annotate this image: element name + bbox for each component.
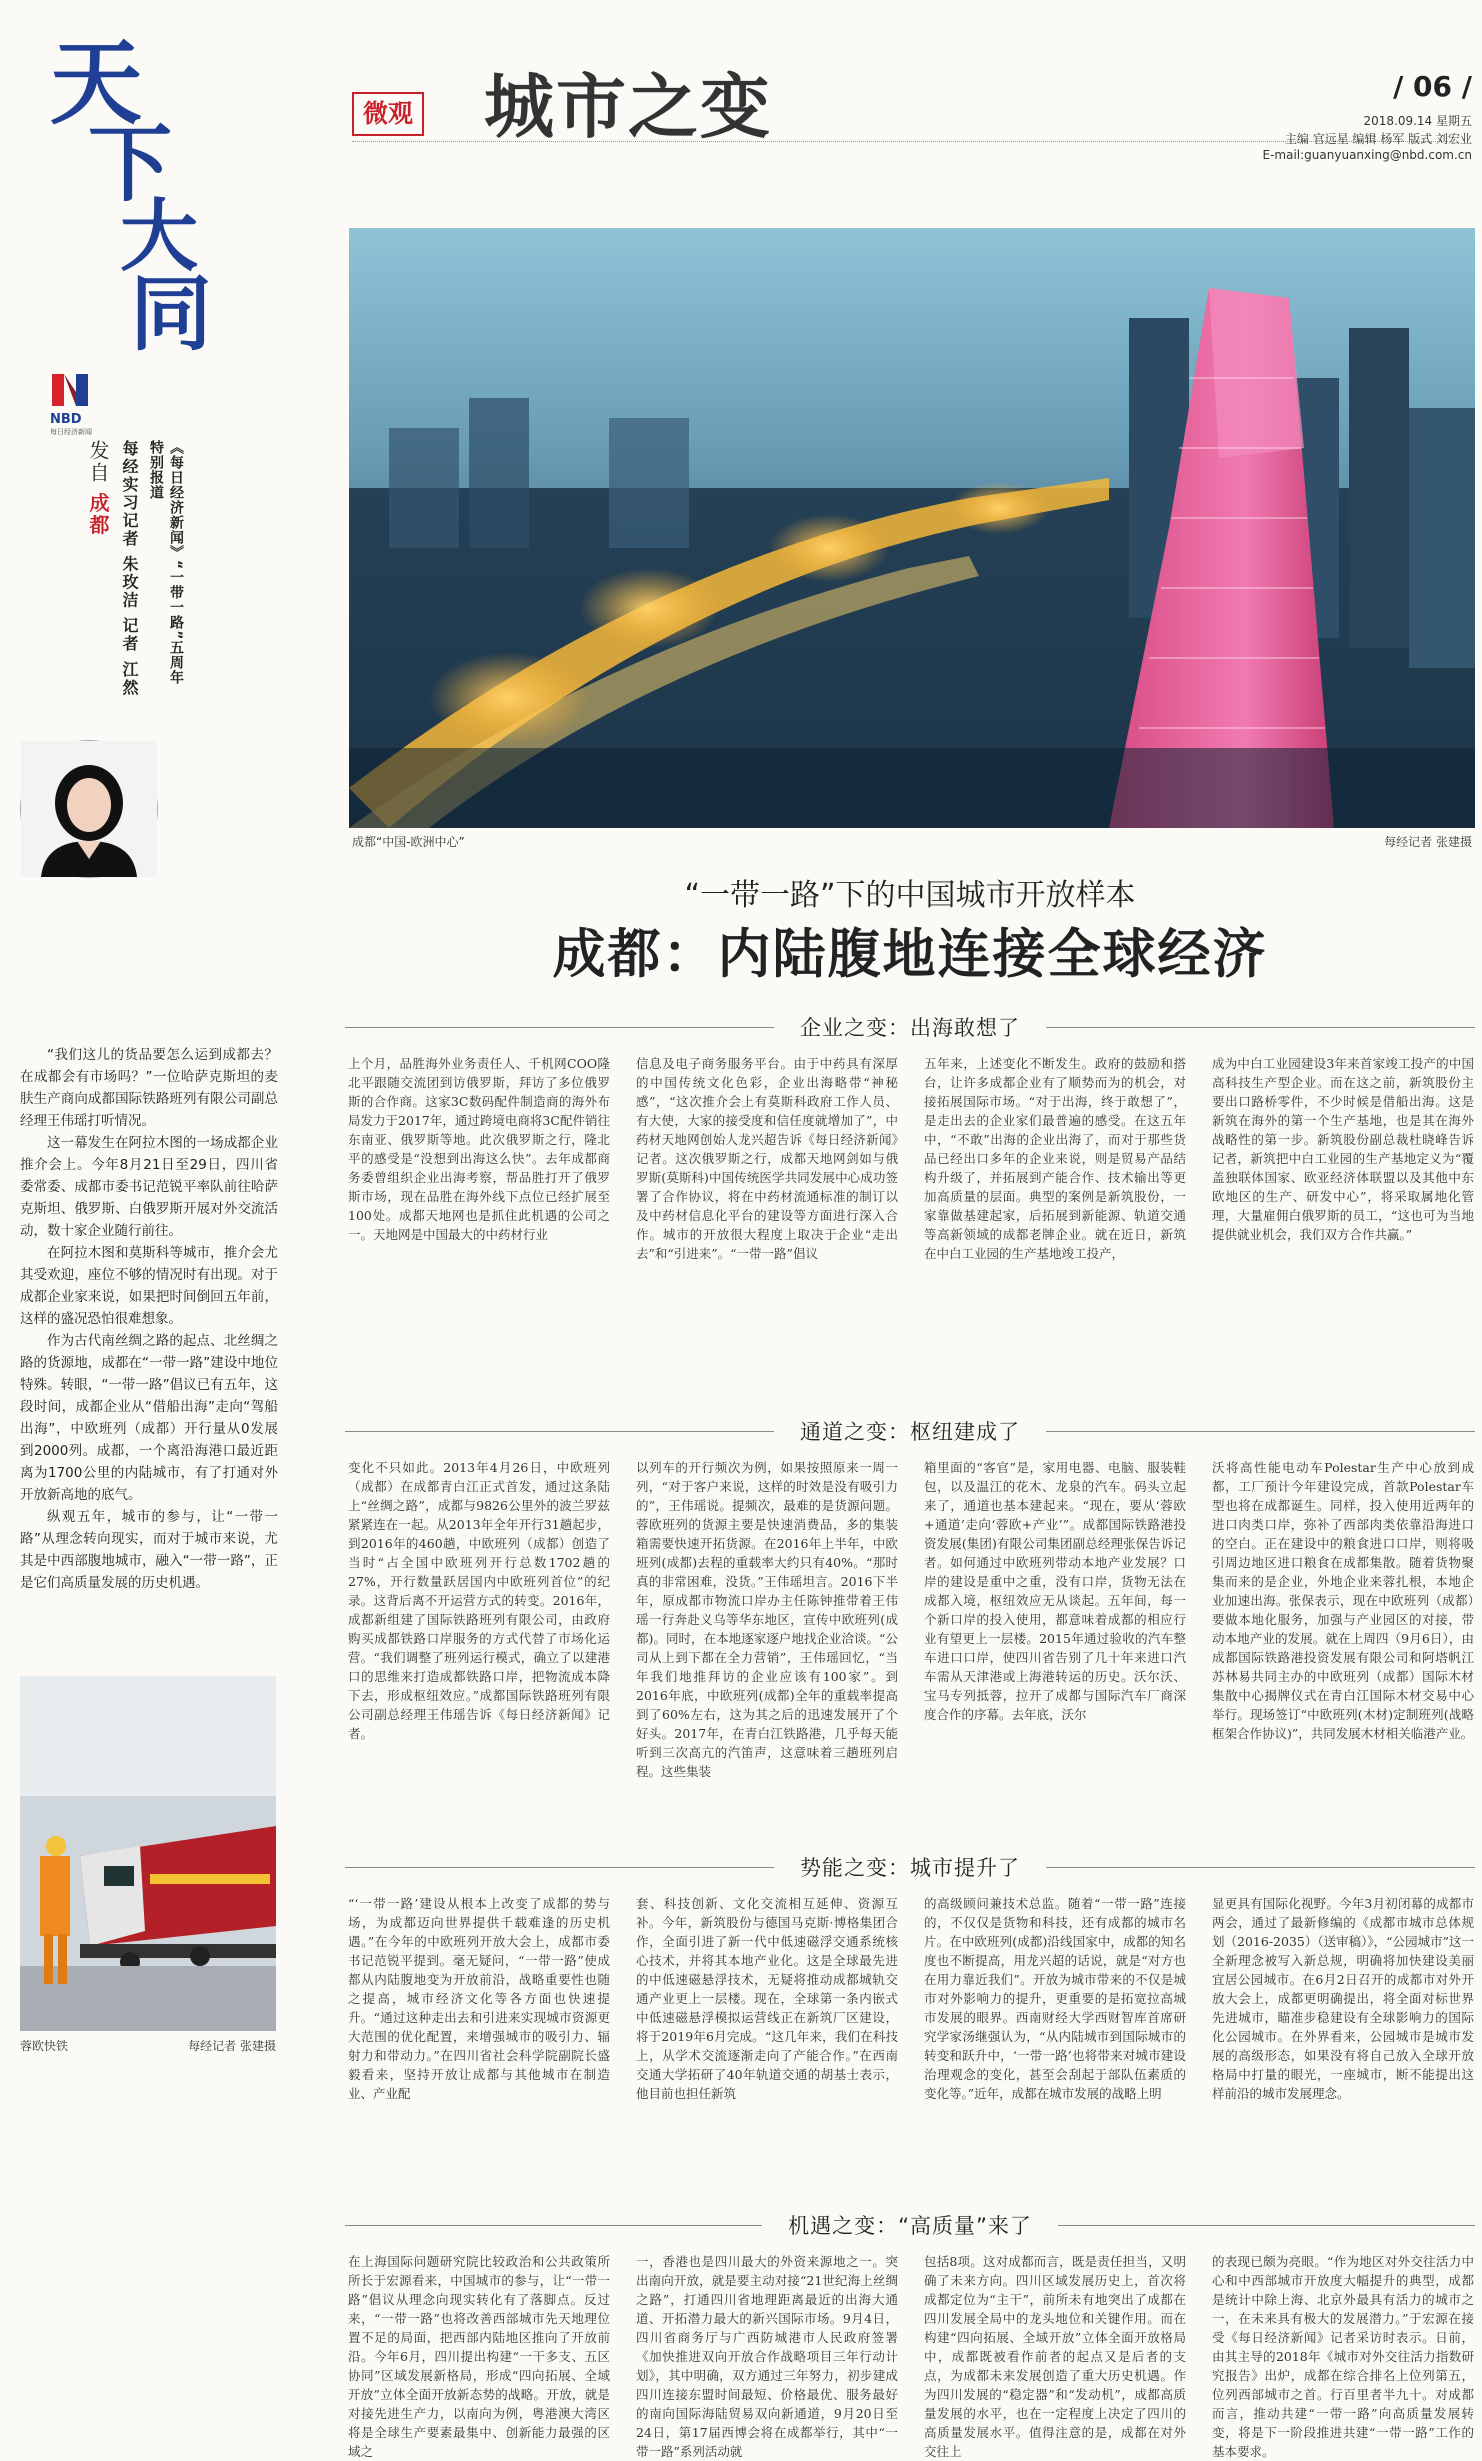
section-title-opportunity [345, 2210, 1475, 2240]
headline-kicker: “一带一路”下的中国城市开放样本 [684, 878, 1136, 913]
nbd-logo-sub: 每日经济新闻 [50, 428, 92, 436]
header-email: E-mail:guanyuanxing@nbd.com.cn [1262, 148, 1472, 162]
section-2-col-1: 变化不只如此。2013年4月26日，中欧班列（成都）在成都青白江正式首发，通过这条陆上“丝绸之路”，成都与9826公里外的波兰罗兹紧紧连在一起。从2013年全年开行31趟起步，到2016年的460趟，中欧班列（成都）创造了当时“占全国中欧班列开行总数1702趟的27%，开行数量跃居国内中欧班列首位”的纪录。这背后离不开运营方式的转变。2016年，成都新组建了国际铁路班列有限公司，由政府购买成都铁路口岸服务的方式代替了市场化运营。“我们调整了班列运行模式，确立了以建港口的思维来打造成都铁路口岸，把物流成本降下去，形成枢纽效应。”成都国际铁路班列有限公司副总经理王伟瑶告诉《每日经济新闻》记者。 [348, 1460, 610, 1741]
section-title-enterprise [345, 1012, 1475, 1042]
page-number: / 06 / [1393, 70, 1472, 103]
reporter-avatar [20, 740, 158, 878]
section-rule [1046, 1431, 1475, 1432]
city-night-photo-icon [349, 228, 1475, 828]
main-photo-credit: 每经记者 张建摄 [1384, 835, 1472, 849]
byline-vertical: 每经实习记者 朱玫洁 记者 江然 [120, 440, 139, 697]
section-1-col-2: 信息及电子商务服务平台。由于中药具有深厚的中国传统文化色彩，企业出海略带“神秘感”，“这次推介会上有莫斯科政府工作人员、有大使，大家的接受度和信任度就增加了”，中药材天地网创始人龙兴超告诉《每日经济新闻》记者。这次俄罗斯之行，成都天地网剑如与俄罗斯(莫斯科)中国传统医学共同发展中心成功签署了合作协议，将在中药材流通标准的制订以及中药材信息化平台的建设等方面进行深入合作。城市的开放很大程度上取决于企业“走出去”和“引进来”。“一带一路”倡议 [636, 1056, 898, 1261]
section-rule [1046, 1867, 1475, 1868]
section-3-col-3: 的高级顾问兼技术总监。随着“一带一路”连接的，不仅仅是货物和科技，还有成都的城市名片。在中欧班列(成都)沿线国家中，成都的知名度也不断提高，用龙兴超的话说，就是“对方也在用力靠近我们”。开放为城市带来的不仅是城市对外影响力的提升，更重要的是拓宽拉高城市发展的眼界。西南财经大学西财智库首席研究学家汤继强认为，“从内陆城市到国际城市的转变和跃升中，‘一带一路’也将带来对城市建设治理观念的变化，甚至会刮起于部队伍素质的变化等。”近年，成都在城市发展的战略上明 [924, 1896, 1186, 2101]
dateline-vertical [84, 440, 113, 590]
header-tag: 微观 [352, 92, 424, 136]
section-2-col-3: 箱里面的“客官”是，家用电器、电脑、服装鞋包，以及温江的花木、龙泉的汽车。码头立起来了，通道也基本建起来。“现在，要从‘蓉欧+通道’走向‘蓉欧+产业’”。成都国际铁路港投资发展(集团)有限公司集团副总经理张保告诉记者。如何通过中欧班列带动本地产业发展？口岸的建设是重中之重，没有口岸，货物无法在成都入境，枢纽效应无从谈起。五年间，每一个新口岸的投入使用，都意味着成都的相应行业有望更上一层楼。2015年通过验收的汽车整车进口口岸，使四川省告别了几十年来进口汽车需从天津港或上海港转运的历史。沃尔沃、宝马专列抵蓉，拉开了成都与国际汽车厂商深度合作的序幕。去年底，沃尔 [924, 1460, 1186, 1722]
section-4-col-1: 在上海国际问题研究院比较政治和公共政策所所长于宏源看来，中国城市的参与，让“一带一路”倡议从理念向现实转化有了落脚点。反过来，“一带一路”也将改善西部城市先天地理位置不足的局面，把西部内陆地区推向了开放前沿。今年6月，四川提出构建“一干多支、五区协同”区域发展新格局，形成“四向拓展、全域开放”立体全面开放新态势的战略。开放，就是对接先进生产力，以南向为例，粤港澳大湾区将是全球生产要素最集中、创新能力最强的区域之 [348, 2254, 610, 2459]
section-rule [345, 1027, 774, 1028]
section-heading: 机遇之变：“高质量”来了 [788, 2214, 1032, 2238]
section-3-col-4: 显更具有国际化视野。今年3月初闭幕的成都市两会，通过了最新修编的《成都市城市总体规划（2016-2035）（送审稿）》，“公园城市”这一全新理念被写入新总规，明确将加快建设美丽宜居公园城市。在6月2日召开的成都市对外开放大会上，成都更明确提出，将全面对标世界先进城市，瞄准步稳建设有全球影响力的国际化公园城市。在外界看来，公园城市是城市发展的高级形态，如果没有将自己放入全球开放格局中打量的眼光，一座城市，断不能提出这样前沿的城市发展理念。 [1212, 1896, 1474, 2101]
reporter-portrait-icon [21, 741, 157, 877]
masthead-char-3: 大 [120, 192, 199, 282]
dateline-city: 成都 [86, 492, 110, 537]
section-rule [345, 2225, 762, 2226]
section-rule [345, 1431, 774, 1432]
section-1-col-1: 上个月，品胜海外业务责任人、千机网COO隆北平跟随交流团到访俄罗斯，拜访了多位俄罗斯的合作商。这家3C数码配件制造商的海外布局发力于2017年，通过跨境电商将3C配件销往东南亚、俄罗斯等地。此次俄罗斯之行，隆北平的感受是“没想到出海这么快”。去年成都商务委曾组织企业出海考察，帮品胜打开了俄罗斯市场，现在品胜在海外线下点位已经扩展至100处。成都天地网也是抓住此机遇的公司之一。天地网是中国最大的中药材行业 [348, 1056, 610, 1242]
section-4-col-2: 一，香港也是四川最大的外资来源地之一。突出南向开放，就是要主动对接“21世纪海上丝绸之路”，打通四川省地理距离最近的出海大通道、开拓潜力最大的新兴国际市场。9月4日，四川省商务厅与广西防城港市人民政府签署《加快推进双向开放合作战略项目三年行动计划》，其中明确，双方通过三年努力，初步建成四川连接东盟时间最短、价格最优、服务最好的南向国际海陆贸易双向新通道，9月20日至24日，第17届西博会将在成都举行，其中“一带一路”系列活动就 [636, 2254, 898, 2459]
masthead-char-4: 同 [130, 267, 213, 362]
section-rule [1058, 2225, 1475, 2226]
section-title-channel [345, 1416, 1475, 1446]
section-1-col-4: 成为中白工业园建设3年来首家竣工投产的中国高科技生产型企业。而在这之前，新筑股份主要出口路桥零件，不少时候是借船出海。这是新筑在海外的第一个生产基地，也是其在海外战略性的第一步。新筑股份副总裁杜晓峰告诉记者，新筑把中白工业园的生产基地定义为“覆盖独联体国家、欧亚经济体联盟以及其他中东欧地区的生产、研发中心”，将采取属地化管理，大量雇佣白俄罗斯的员工，“这也可为当地提供就业机会，我们双方合作共赢。” [1212, 1056, 1474, 1242]
train-photo-credit: 每经记者 张建摄 [188, 2039, 276, 2053]
dateline-prefix: 发自 [86, 440, 110, 484]
main-photo-caption: 成都“中国-欧洲中心” [352, 835, 465, 849]
lead-paragraph: “我们这儿的货品要怎么运到成都去？在成都会有市场吗？”一位哈萨克斯坦的麦肤生产商向成都国际铁路班列有限公司副总经理王伟瑶打听情况。 [20, 1047, 278, 1129]
nbd-logo [50, 372, 98, 437]
section-rule [1046, 1027, 1475, 1028]
section-title-momentum [345, 1852, 1475, 1882]
section-2-col-4: 沃将高性能电动车Polestar生产中心放到成都，工厂预计今年建设完成，首款Polestar车型也将在成都诞生。同样，投入使用近两年的进口肉类口岸，弥补了西部肉类依靠沿海进口的空白。正在建设中的粮食进口口岸，则将吸引周边地区进口粮食在成都集散。随着货物聚集而来的是企业，外地企业来蓉扎根，本地企业加速出海。张保表示，现在中欧班列（成都）要做本地化服务，加强与产业园区的对接，带动本地产业的发展。就在上周四（9月6日），由成都国际铁路港投资发展有限公司和阿塔帆江苏林易共同主办的中欧班列（成都）国际木材集散中心揭牌仪式在青白江国际木材交易中心举行。现场签订“中欧班列(木材)定制班列(战略框架合作协议)”，共同发展木材相关临港产业。 [1212, 1460, 1474, 1741]
masthead-title [22, 30, 213, 362]
header-title: 城市之变 [484, 65, 772, 148]
section-heading: 通道之变：枢纽建成了 [800, 1420, 1020, 1444]
section-4-col-3: 包括8项。这对成都而言，既是责任担当，又明确了未来方向。四川区域发展历史上，首次将成都定位为“主干”，前所未有地突出了成都在四川发展全局中的龙头地位和关键作用。而在构建“四向拓展、全域开放”立体全面开放格局中，成都既被看作前者的起点又是后者的支点，为成都未来发展创造了重大历史机遇。作为四川发展的“稳定器”和“发动机”，成都高质量发展的水平，也在一定程度上决定了四川的高质量发展水平。值得注意的是，成都在对外交往上 [924, 2254, 1186, 2459]
masthead-char-2: 下 [88, 115, 173, 213]
lead-text [20, 1044, 278, 1664]
masthead-char-1: 天 [50, 30, 143, 137]
train-photo [20, 1676, 276, 2031]
section-4-col-4: 的表现已颇为亮眼。“作为地区对外交往活力中心和中西部城市开放度大幅提升的典型，成都是统计中除上海、北京外最具有活力的城市之一，在未来具有极大的发展潜力。”于宏源在接受《每日经济新闻》记者采访时表示。日前，由其主导的2018年《城市对外交往活力指数研究报告》出炉，成都在综合排名上位列第五，位列西部城市之首。行百里者半九十。对成都而言，推动共建“一带一路”向高质量发展转变，将是下一阶段推进共建“一带一路”工作的基本要求。 [1212, 2254, 1474, 2459]
header-editors: 主编 官远星 编辑 杨军 版式 刘宏业 [1284, 132, 1472, 146]
headline-main: 成都：内陆腹地连接全球经济 [552, 924, 1268, 985]
lead-paragraph: 纵观五年，城市的参与，让“一带一路”从理念转向现实，而对于城市来说，尤其是中西部腹地城市，融入“一带一路”，正是它们高质量发展的历史机遇。 [20, 1509, 278, 1591]
train-photo-caption: 蓉欧快铁 [20, 2039, 69, 2053]
section-3-col-1: “‘一带一路’建设从根本上改变了成都的势与场，为成都迈向世界提供千载难逢的历史机遇。”在今年的中欧班列开放大会上，成都市委书记范锐平提到。毫无疑问，“一带一路”使成都从内陆腹地变为开放前沿，战略重要性也随之提高，城市经济文化等各方面也快速提升。“通过这种走出去和引进来实现城市资源更大范围的优化配置，来增强城市的吸引力、辐射力和带动力。”在四川省社会科学院副院长盛毅看来，坚持开放让成都与其他城市在制造业、产业配 [348, 1896, 610, 2101]
lead-paragraph: 作为古代南丝绸之路的起点、北丝绸之路的货源地，成都在“一带一路”建设中地位特殊。转眼，“一带一路”倡议已有五年，这段时间，成都企业从“借船出海”走向“驾船出海”，中欧班列（成都）开行量从0发展到2000列。成都，一个离沿海港口最近距离为1700公里的内陆城市，有了打通对外开放新高地的底气。 [20, 1333, 278, 1503]
main-photo [349, 228, 1475, 828]
header-date: 2018.09.14 星期五 [1363, 114, 1472, 128]
section-3-col-2: 套、科技创新、文化交流相互延伸、资源互补。今年，新筑股份与德国马克斯·博格集团合作，全面引进了新一代中低速磁浮交通系统核心技术，并将其本地产业化。这是全球最先进的中低速磁悬浮技术，无疑将推动成都城轨交通产业更上一层楼。现在，全球第一条内嵌式中低速磁悬浮模拟运营线正在新筑厂区建设，将于2019年6月完成。“这几年来，我们在科技上，从学术交流逐渐走向了产能合作。”在西南交通大学拓研了40年轨道交通的胡基士表示，他目前也担任新筑 [636, 1896, 898, 2101]
section-1-col-3: 五年来，上述变化不断发生。政府的鼓励和搭台，让许多成都企业有了顺势而为的机会，对接拓展国际市场。“对于出海，终于敢想了”，是走出去的企业家们最普遍的感受。在这五年中，“不敢”出海的企业出海了，而对于那些货品已经出口多年的企业来说，则是贸易产品结构升级了，并拓展到产能合作、技术输出等更加高质量的层面。典型的案例是新筑股份，一家靠做基建起家，后拓展到新能源、轨道交通等高新领域的成都老牌企业。就在近日，新筑在中白工业园的生产基地竣工投产， [924, 1056, 1186, 1261]
nbd-logo-mark [50, 372, 90, 408]
section-heading: 势能之变：城市提升了 [800, 1856, 1020, 1880]
lead-paragraph: 这一幕发生在阿拉木图的一场成都企业推介会上。今年8月21日至29日，四川省委常委、成都市委书记范锐平率队前往哈萨克斯坦、俄罗斯、白俄罗斯开展对外交流活动，数十家企业随行前往。 [20, 1135, 278, 1239]
lead-paragraph: 在阿拉木图和莫斯科等城市，推介会尤其受欢迎，座位不够的情况时有出现。对于成都企业家来说，如果把时间倒回五年前，这样的盛况恐怕很难想象。 [20, 1245, 278, 1327]
series-vertical: 《每日经济新闻》“一带一路”五周年特别报道 [148, 440, 184, 686]
section-2-col-2: 以列车的开行频次为例，如果按照原来一周一列，“对于客户来说，这样的时效是没有吸引力的”，王伟瑶说。提频次，最难的是货源问题。蓉欧班列的货源主要是快速消费品，多的集装箱需要快速开拓货源。在2016年上半年，中欧班列(成都)去程的重载率大约只有40%。“那时真的非常困难，没货。”王伟瑶坦言。2016下半年，原成都市物流口岸办主任陈钟推带着王伟瑶一行奔赴义乌等华东地区，宣传中欧班列(成都)。同时，在本地逐家逐户地找企业洽谈。“公司从上到下都在全力营销”，王伟瑶回忆，“当年我们地推拜访的企业应该有100家”。到2016年底，中欧班列(成都)全年的重载率提高到了60%左右，这为其之后的迅速发展开了个好头。2017年，在青白江铁路港，几乎每天能听到三次高亢的汽笛声，这意味着三趟班列启程。这些集装 [636, 1460, 898, 1779]
section-heading: 企业之变：出海敢想了 [800, 1016, 1020, 1040]
nbd-logo-text: NBD [50, 412, 82, 427]
train-photo-icon [20, 1676, 276, 2031]
section-rule [345, 1867, 774, 1868]
